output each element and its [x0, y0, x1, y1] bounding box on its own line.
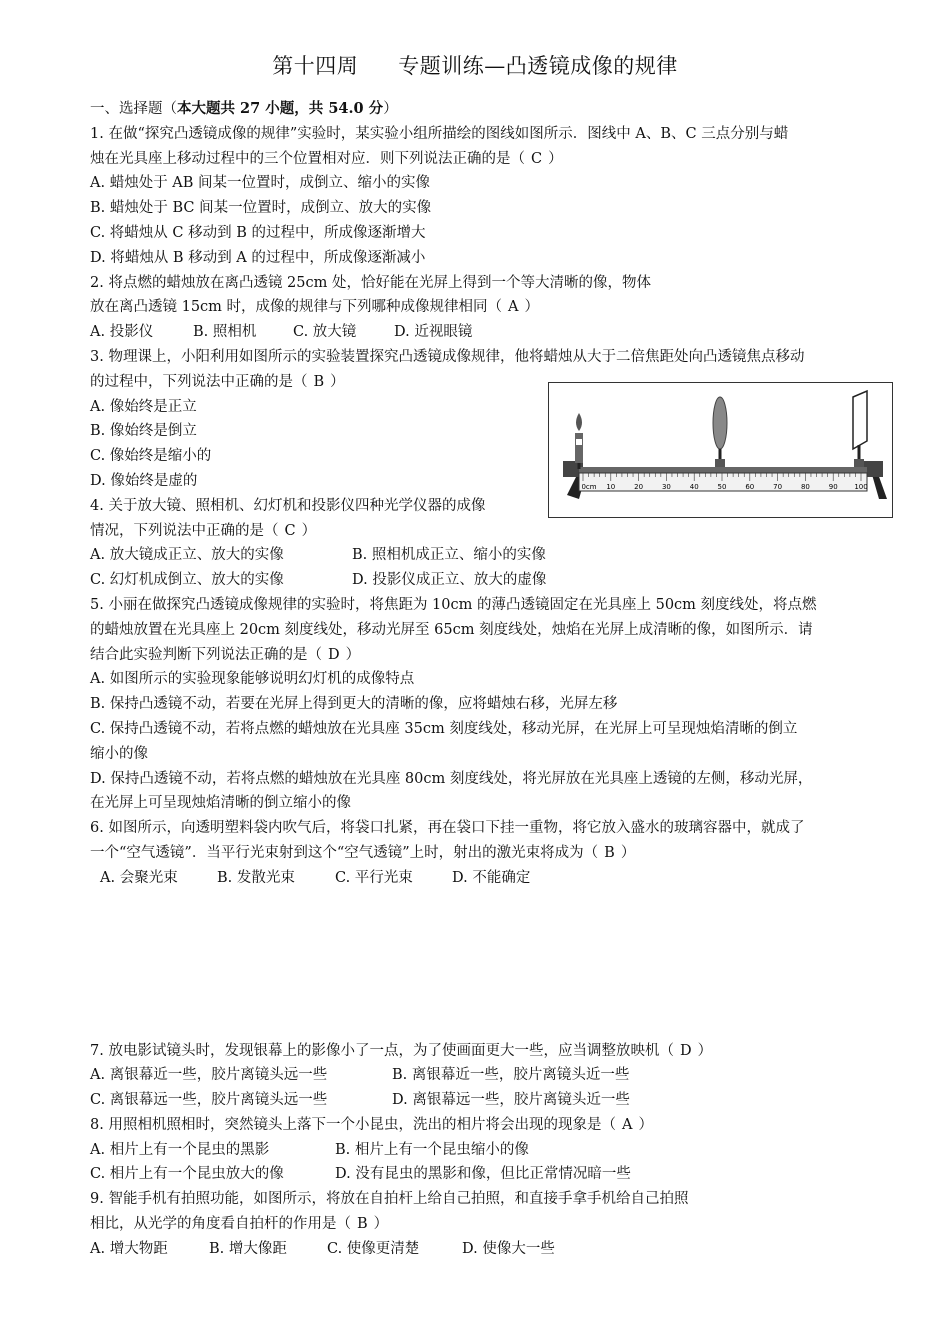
q5-option-d-line-1: D. 保持凸透镜不动，若将点燃的蜡烛放在光具座 80cm 刻度线处，将光屏放在光具座上透镜的左侧，移动光屏， [90, 770, 813, 787]
q7-option-a: A. 离银幕近一些，胶片离镜头远一些 [90, 1067, 328, 1084]
q3-answer: B [313, 373, 325, 390]
q2-answer: A [508, 299, 519, 316]
q7-answer: D [679, 1042, 692, 1059]
q8-stem: 8. 用照相机照相时，突然镜头上落下一个小昆虫，洗出的相片将会出现的现象是（ A ） [90, 1113, 910, 1138]
q4-options-cd [90, 568, 910, 593]
q3-option-c: C. 像始终是缩小的 [90, 448, 212, 465]
question-list [90, 97, 910, 1262]
ruler-label: 70 [773, 483, 783, 491]
q1-option-d: D. 将蜡烛从 B 移动到 A 的过程中，所成像逐渐减小 [90, 249, 426, 266]
page-title [0, 50, 950, 80]
q2-option-c: C. 放大镜 [293, 324, 357, 341]
q4-option-d: D. 投影仪成正立、放大的虚像 [352, 572, 547, 589]
q9-option-b: B. 增大像距 [209, 1240, 287, 1257]
q1-option-c: C. 将蜡烛从 C 移动到 B 的过程中，所成像逐渐增大 [90, 224, 426, 241]
q6-answer: B [604, 844, 615, 861]
optical-bench-drawing [549, 383, 892, 517]
q4-option-a: A. 放大镜成正立、放大的实像 [90, 547, 284, 564]
q9-option-a: A. 增大物距 [90, 1240, 168, 1257]
q4-stem-line-1: 4. 关于放大镜、照相机、幻灯机和投影仪四种光学仪器的成像 [90, 497, 486, 514]
q6-stem-line-2: 一个“空气透镜”．当平行光束射到这个“空气透镜”上时，射出的激光束将成为（ B ） [90, 841, 910, 866]
q8-option-c: C. 相片上有一个昆虫放大的像 [90, 1166, 284, 1183]
q9-option-c: C. 使像更清楚 [327, 1240, 420, 1257]
q9-answer: B [357, 1216, 368, 1233]
ruler-label: 0cm [581, 483, 597, 491]
q1-option-a: A. 蜡烛处于 AB 间某一位置时，成倒立、缩小的实像 [90, 175, 431, 192]
q1-option-b: B. 蜡烛处于 BC 间某一位置时，成倒立、放大的实像 [90, 200, 432, 217]
q9-stem-line-1: 9. 智能手机有拍照功能，如图所示，将放在自拍杆上给自己拍照，和直接手拿手机给自己拍照 [90, 1191, 689, 1208]
q5-stem-line-2: 的蜡烛放置在光具座上 20cm 刻度线处，移动光屏至 65cm 刻度线处，烛焰在光屏上成清晰的像，如图所示．请 [90, 621, 813, 638]
ruler-label: 90 [828, 483, 838, 491]
q6-option-d: D. 不能确定 [452, 869, 531, 886]
q7-option-d: D. 离银幕远一些，胶片离镜头近一些 [392, 1092, 630, 1109]
q2-option-d: D. 近视眼镜 [394, 324, 473, 341]
title-week: 第十四周 [272, 54, 359, 78]
ruler-label: 80 [800, 483, 810, 491]
ruler-label: 40 [689, 483, 699, 491]
rail-top [579, 467, 867, 473]
q9-stem-line-2: 相比，从光学的角度看自拍杆的作用是（ B ） [90, 1212, 910, 1237]
q9-option-d: D. 使像大一些 [462, 1240, 555, 1257]
q3-stem-line-1: 3. 物理课上，小阳利用如图所示的实验装置探究凸透镜成像规律，他将蜡烛从大于二倍焦距处向凸透镜焦点移动 [90, 348, 805, 365]
q1-answer: C [531, 150, 543, 167]
q5-option-c-line-1: C. 保持凸透镜不动，若将点燃的蜡烛放在光具座 35cm 刻度线处，移动光屏，在光屏上可呈现烛焰清晰的倒立 [90, 720, 798, 737]
q5-option-a: A. 如图所示的实验现象能够说明幻灯机的成像特点 [90, 671, 415, 688]
q1-stem-line-2: 烛在光具座上移动过程中的三个位置相对应．则下列说法正确的是（ C ） [90, 147, 910, 172]
q5-option-d-line-2: 在光屏上可呈现烛焰清晰的倒立缩小的像 [90, 795, 351, 812]
candle-band [576, 439, 582, 445]
q4-answer: C [284, 522, 296, 539]
q7-option-b: B. 离银幕近一些，胶片离镜头近一些 [392, 1067, 630, 1084]
q8-option-d: D. 没有昆虫的黑影和像，但比正常情况暗一些 [335, 1166, 631, 1183]
q7-stem: 7. 放电影试镜头时，发现银幕上的影像小了一点，为了使画面更大一些，应当调整放映机（ D ） [90, 1039, 910, 1064]
section-heading: 一、选择题（本大题共 27 小题，共 54.0 分） [90, 100, 398, 117]
q5-option-c-line-2: 缩小的像 [90, 745, 148, 762]
q4-option-c: C. 幻灯机成倒立、放大的实像 [90, 572, 284, 589]
q3-option-b: B. 像始终是倒立 [90, 423, 197, 440]
ruler-label: 60 [745, 483, 755, 491]
q3-stem-line-2: 的过程中，下列说法中正确的是（ B ） [90, 370, 910, 395]
q8-options-cd [90, 1162, 910, 1187]
title-topic: 专题训练—凸透镜成像的规律 [398, 54, 678, 78]
lens-clamp [715, 459, 725, 467]
q5-answer: D [328, 646, 340, 663]
q2-stem-line-2: 放在离凸透镜 15cm 时，成像的规律与下列哪种成像规律相同（ A ） [90, 295, 910, 320]
q6-stem-line-1: 6. 如图所示，向透明塑料袋内吹气后，将袋口扎紧，再在袋口下挂一重物，将它放入盛水的玻璃容器中，就成了 [90, 820, 805, 837]
q9-options [90, 1237, 910, 1262]
ruler-label: 10 [606, 483, 616, 491]
q6-options [90, 866, 910, 891]
q7-option-c: C. 离银幕远一些，胶片离镜头远一些 [90, 1092, 328, 1109]
q2-stem-line-1: 2. 将点燃的蜡烛放在离凸透镜 25cm 处，恰好能在光屏上得到一个等大清晰的像，物体 [90, 274, 651, 291]
q3-option-d: D. 像始终是虚的 [90, 472, 198, 489]
blank-space [90, 891, 910, 1039]
q2-option-b: B. 照相机 [193, 324, 257, 341]
q2-option-a: A. 投影仪 [90, 324, 154, 341]
light-screen [853, 391, 867, 449]
q8-option-b: B. 相片上有一个昆虫缩小的像 [335, 1141, 529, 1158]
candle-flame [576, 413, 582, 431]
ruler-label: 20 [634, 483, 644, 491]
q8-answer: A [621, 1116, 633, 1133]
screen-clamp [854, 459, 864, 467]
q6-option-b: B. 发散光束 [217, 869, 295, 886]
q4-options-ab [90, 543, 910, 568]
q2-options [90, 320, 910, 345]
q5-option-b: B. 保持凸透镜不动，若要在光屏上得到更大的清晰的像，应将蜡烛右移，光屏左移 [90, 696, 618, 713]
q6-option-c: C. 平行光束 [335, 869, 413, 886]
convex-lens [713, 397, 727, 449]
q7-options-ab [90, 1063, 910, 1088]
ruler-label: 30 [661, 483, 671, 491]
q6-option-a: A. 会聚光束 [100, 869, 178, 886]
q8-options-ab [90, 1138, 910, 1163]
q1-stem-line-1: 1. 在做“探究凸透镜成像的规律”实验时，某实验小组所描绘的图线如图所示．图线中 A、B、C 三点分别与蜡 [90, 125, 789, 142]
q7-options-cd [90, 1088, 910, 1113]
q4-stem-line-2: 情况，下列说法中正确的是（ C ） [90, 519, 910, 544]
q5-stem-line-1: 5. 小丽在做探究凸透镜成像规律的实验时，将焦距为 10cm 的薄凸透镜固定在光具座上 50cm 刻度线处，将点燃 [90, 596, 817, 613]
optical-bench-figure [548, 382, 893, 518]
ruler-label: 50 [717, 483, 727, 491]
ruler-label: 100 [854, 483, 868, 491]
q5-stem-line-3: 结合此实验判断下列说法正确的是（ D ） [90, 643, 910, 668]
q8-option-a: A. 相片上有一个昆虫的黑影 [90, 1141, 270, 1158]
candle-body [575, 433, 583, 463]
q4-option-b: B. 照相机成正立、缩小的实像 [352, 547, 546, 564]
q3-option-a: A. 像始终是正立 [90, 398, 197, 415]
